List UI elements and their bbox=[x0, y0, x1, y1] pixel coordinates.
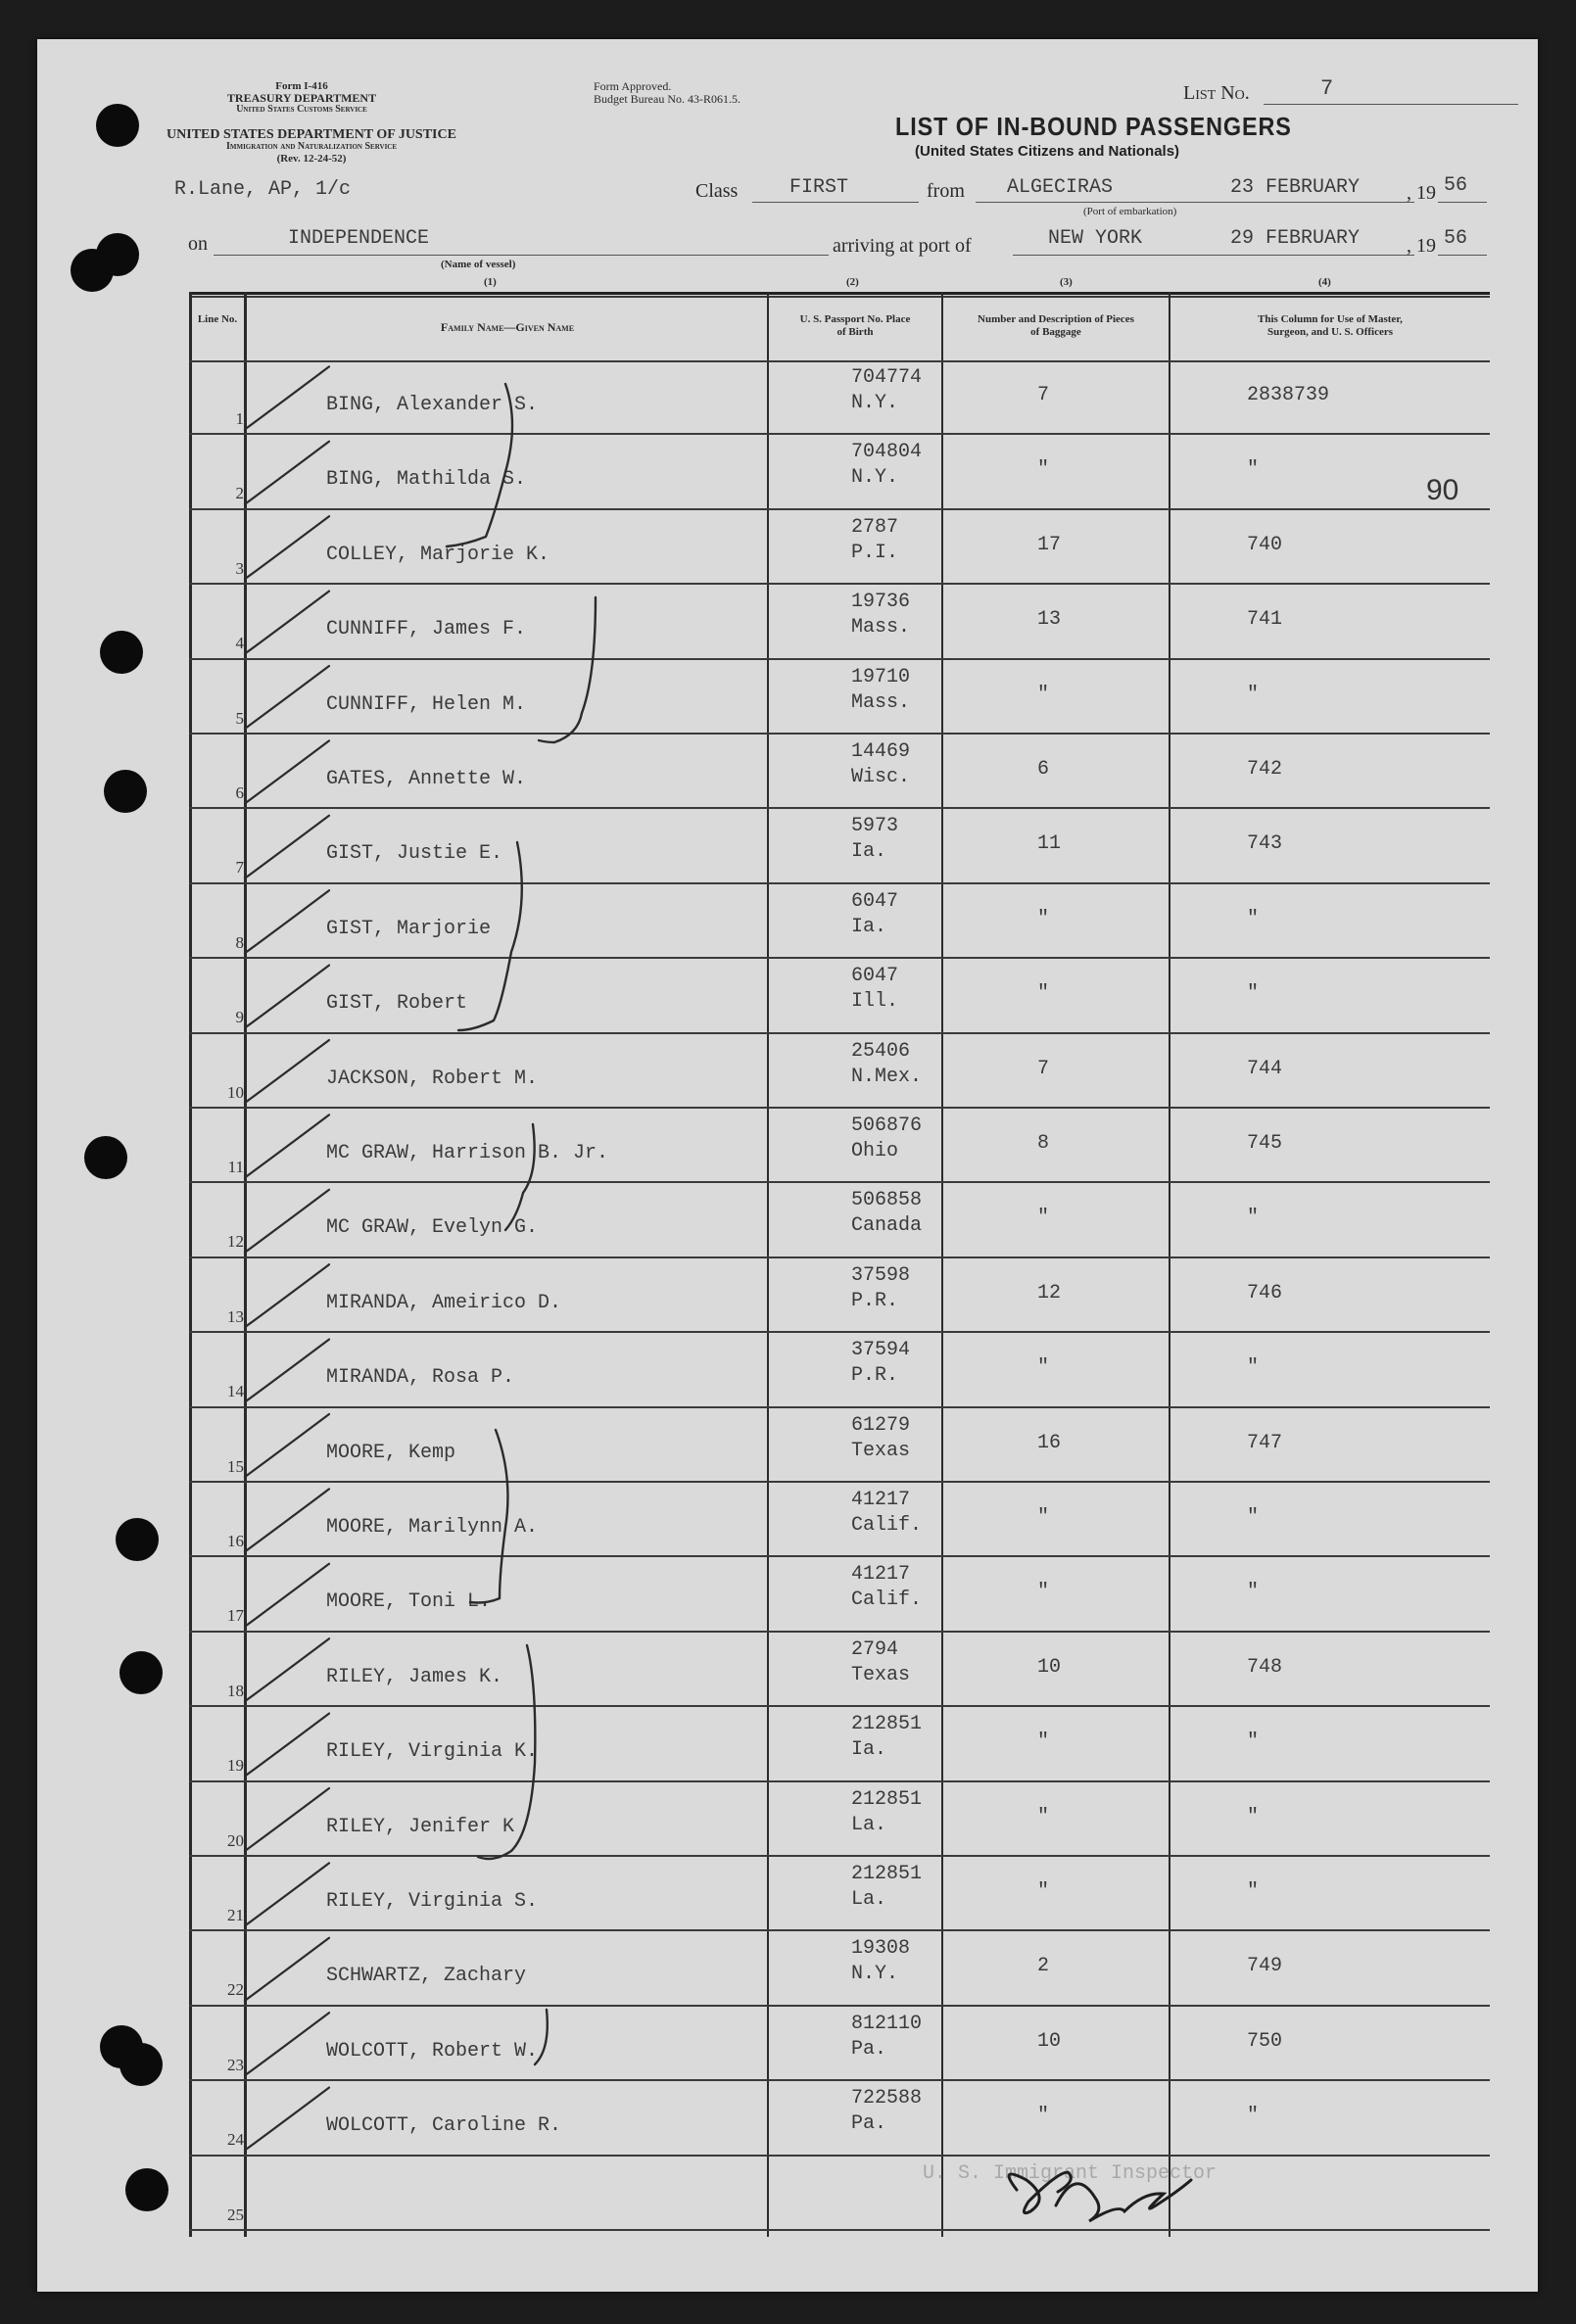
passport-number: 212851 bbox=[851, 1787, 923, 1811]
officer-number: 745 bbox=[1247, 1132, 1283, 1155]
officer-number: " bbox=[1247, 1356, 1260, 1380]
officer-number: " bbox=[1247, 1880, 1260, 1903]
line-number: 25 bbox=[227, 2205, 244, 2224]
table-row bbox=[189, 435, 1490, 509]
header-line-no: Line No. bbox=[197, 313, 238, 325]
passenger-name: BING, Mathilda S. bbox=[326, 468, 527, 492]
col-num-1: (1) bbox=[484, 276, 497, 288]
place-of-birth: Ia. bbox=[851, 915, 887, 938]
line-number: 1 bbox=[235, 409, 244, 428]
page-subtitle: (United States Citizens and Nationals) bbox=[915, 143, 1180, 160]
baggage-count: " bbox=[1037, 1207, 1050, 1230]
line-number: 21 bbox=[227, 1906, 244, 1924]
passport-number: 6047 bbox=[851, 889, 899, 913]
baggage-count: 2 bbox=[1037, 1955, 1050, 1978]
passport-number: 19308 bbox=[851, 1937, 911, 1961]
table-row bbox=[189, 1333, 1490, 1407]
officer-number: " bbox=[1247, 458, 1260, 482]
officer-number: " bbox=[1247, 683, 1260, 706]
table-row bbox=[189, 1782, 1490, 1857]
line-number: 6 bbox=[235, 783, 244, 802]
officer-number: 2838739 bbox=[1247, 384, 1330, 406]
place-of-birth: Texas bbox=[851, 1439, 911, 1462]
baggage-count: " bbox=[1037, 683, 1050, 706]
officer-number: 746 bbox=[1247, 1281, 1283, 1304]
line-number: 9 bbox=[235, 1008, 244, 1027]
vessel-name: INDEPENDENCE bbox=[288, 227, 430, 250]
place-of-birth: Pa. bbox=[851, 2037, 887, 2061]
place-of-birth: Ill. bbox=[851, 990, 899, 1014]
passenger-name: GIST, Justie E. bbox=[326, 842, 503, 866]
table-row bbox=[189, 1258, 1490, 1333]
inspector-stamp: U. S. Immigrant Inspector bbox=[923, 2162, 1218, 2185]
arrival-year-prefix: , 19 bbox=[1407, 235, 1436, 257]
officer-number: " bbox=[1247, 1506, 1260, 1529]
table-row bbox=[189, 2081, 1490, 2156]
passport-number: 19710 bbox=[851, 665, 911, 688]
line-number: 12 bbox=[227, 1232, 244, 1252]
baggage-count: " bbox=[1037, 1356, 1050, 1380]
line-number: 2 bbox=[235, 484, 244, 503]
embark-year-prefix: , 19 bbox=[1407, 182, 1436, 204]
place-of-birth: Canada bbox=[851, 1214, 923, 1238]
col-num-4: (4) bbox=[1318, 276, 1331, 288]
officer-number: 741 bbox=[1247, 608, 1283, 632]
table-row bbox=[189, 360, 1490, 435]
table-row bbox=[189, 1483, 1490, 1557]
officer-number: " bbox=[1247, 1731, 1260, 1754]
clerk-signature: R.Lane, AP, 1/c bbox=[174, 178, 352, 201]
passport-number: 704774 bbox=[851, 366, 923, 389]
line-number: 10 bbox=[227, 1082, 244, 1102]
passenger-name: GIST, Marjorie bbox=[326, 917, 492, 940]
table-row bbox=[189, 959, 1490, 1033]
passenger-name: MIRANDA, Rosa P. bbox=[326, 1366, 515, 1390]
table-row bbox=[189, 1109, 1490, 1183]
line-number: 22 bbox=[227, 1980, 244, 2000]
passenger-name: WOLCOTT, Robert W. bbox=[326, 2039, 539, 2063]
binder-hole bbox=[125, 2168, 168, 2211]
justice-dept: UNITED STATES DEPARTMENT OF JUSTICE bbox=[167, 127, 456, 142]
baggage-count: " bbox=[1037, 982, 1050, 1006]
line-number: 19 bbox=[227, 1756, 244, 1776]
passport-number: 212851 bbox=[851, 1713, 923, 1736]
place-of-birth: Texas bbox=[851, 1663, 911, 1686]
baggage-count: 7 bbox=[1037, 1057, 1050, 1080]
baggage-count: " bbox=[1037, 907, 1050, 930]
form-approved: Form Approved. bbox=[594, 79, 672, 93]
embark-port: ALGECIRAS bbox=[1007, 176, 1114, 199]
baggage-count: 8 bbox=[1037, 1132, 1050, 1155]
passenger-name: CUNNIFF, James F. bbox=[326, 618, 527, 641]
list-no-label: List No. bbox=[1183, 82, 1250, 104]
officer-number: " bbox=[1247, 1207, 1260, 1230]
passenger-name: JACKSON, Robert M. bbox=[326, 1067, 539, 1090]
table-row bbox=[189, 735, 1490, 809]
on-label: on bbox=[188, 233, 208, 255]
table-row bbox=[189, 1408, 1490, 1483]
binder-hole bbox=[96, 233, 139, 276]
header-name: Family Name—Given Name bbox=[440, 320, 575, 334]
baggage-count: 17 bbox=[1037, 533, 1062, 556]
form-revision: (Rev. 12-24-52) bbox=[276, 153, 347, 165]
embark-date: 23 FEBRUARY bbox=[1230, 176, 1361, 199]
binder-hole bbox=[100, 631, 143, 674]
passenger-name: MOORE, Toni L. bbox=[326, 1590, 492, 1614]
page-title: LIST OF IN-BOUND PASSENGERS bbox=[895, 112, 1292, 141]
table-row bbox=[189, 1557, 1490, 1632]
place-of-birth: Calif. bbox=[851, 1514, 923, 1537]
list-no-value: 7 bbox=[1320, 76, 1334, 101]
officer-number: 750 bbox=[1247, 2029, 1283, 2053]
arrival-year: 56 bbox=[1444, 227, 1468, 250]
line-number: 8 bbox=[235, 932, 244, 952]
place-of-birth: Mass. bbox=[851, 616, 911, 640]
passport-number: 212851 bbox=[851, 1863, 923, 1885]
baggage-count: 13 bbox=[1037, 608, 1062, 632]
baggage-count: 10 bbox=[1037, 2029, 1062, 2053]
place-of-birth: La. bbox=[851, 1813, 887, 1836]
passenger-name: RILEY, Virginia K. bbox=[326, 1740, 539, 1764]
baggage-count: 10 bbox=[1037, 1655, 1062, 1679]
passenger-name: RILEY, Jenifer K bbox=[326, 1815, 515, 1838]
officer-number: " bbox=[1247, 2105, 1260, 2128]
baggage-count: 6 bbox=[1037, 758, 1050, 781]
table-row bbox=[189, 1633, 1490, 1707]
table-row bbox=[189, 660, 1490, 735]
form-number: Form I-416 bbox=[275, 80, 328, 92]
binder-hole bbox=[84, 1136, 127, 1179]
baggage-count: 7 bbox=[1037, 384, 1050, 406]
passport-number: 25406 bbox=[851, 1039, 911, 1063]
baggage-count: 11 bbox=[1037, 832, 1062, 856]
baggage-count: 12 bbox=[1037, 1281, 1062, 1304]
place-of-birth: Ia. bbox=[851, 840, 887, 864]
passport-number: 37598 bbox=[851, 1263, 911, 1287]
passport-number: 61279 bbox=[851, 1413, 911, 1437]
header-officers: This Column for Use of Master, Surgeon, and U. S. Officers bbox=[1258, 313, 1403, 338]
line-number: 3 bbox=[235, 558, 244, 578]
place-of-birth: Pa. bbox=[851, 2112, 887, 2136]
passenger-name: GIST, Robert bbox=[326, 992, 468, 1016]
line-number: 4 bbox=[235, 634, 244, 653]
table-row bbox=[189, 1034, 1490, 1109]
place-of-birth: Ia. bbox=[851, 1738, 887, 1762]
line-number: 23 bbox=[227, 2055, 244, 2074]
table-row bbox=[189, 1183, 1490, 1257]
col-num-3: (3) bbox=[1060, 276, 1073, 288]
officer-number: " bbox=[1247, 1581, 1260, 1604]
passport-number: 37594 bbox=[851, 1339, 911, 1362]
line-number: 13 bbox=[227, 1306, 244, 1326]
place-of-birth: Ohio bbox=[851, 1140, 899, 1162]
class-label: Class bbox=[695, 180, 739, 202]
passport-number: 14469 bbox=[851, 740, 911, 763]
binder-hole bbox=[116, 1518, 159, 1561]
passport-number: 506858 bbox=[851, 1189, 923, 1212]
header-baggage: Number and Description of Pieces of Baggage bbox=[978, 313, 1134, 338]
place-of-birth: P.R. bbox=[851, 1364, 899, 1388]
line-number: 14 bbox=[227, 1382, 244, 1401]
officer-number: 748 bbox=[1247, 1655, 1283, 1679]
from-label: from bbox=[927, 180, 965, 202]
table-row bbox=[189, 1707, 1490, 1781]
line-number: 5 bbox=[235, 708, 244, 728]
table-row bbox=[189, 884, 1490, 959]
passenger-name: MOORE, Kemp bbox=[326, 1441, 456, 1464]
baggage-count: " bbox=[1037, 1880, 1050, 1903]
table-row bbox=[189, 1931, 1490, 2006]
place-of-birth: N.Y. bbox=[851, 392, 899, 414]
form-approval bbox=[594, 80, 740, 106]
line-number: 15 bbox=[227, 1456, 244, 1476]
passenger-name: CUNNIFF, Helen M. bbox=[326, 692, 527, 716]
line-number: 17 bbox=[227, 1606, 244, 1626]
passenger-name: MIRANDA, Ameirico D. bbox=[326, 1291, 562, 1314]
passport-number: 2787 bbox=[851, 515, 899, 539]
table-row bbox=[189, 2157, 1490, 2231]
arrival-date: 29 FEBRUARY bbox=[1230, 227, 1361, 250]
header-treasury bbox=[155, 80, 449, 116]
passport-number: 704804 bbox=[851, 441, 923, 464]
officer-number: 749 bbox=[1247, 1955, 1283, 1978]
table-row bbox=[189, 510, 1490, 585]
line-number: 16 bbox=[227, 1532, 244, 1550]
line-number: 24 bbox=[227, 2130, 244, 2150]
officer-number: 740 bbox=[1247, 533, 1283, 556]
passport-number: 812110 bbox=[851, 2012, 923, 2035]
immigration-service: Immigration and Naturalization Service bbox=[225, 141, 398, 152]
table-row bbox=[189, 809, 1490, 883]
baggage-count: " bbox=[1037, 1731, 1050, 1754]
margin-number: 90 bbox=[1426, 474, 1459, 506]
header-passport: U. S. Passport No. Place of Birth bbox=[799, 313, 911, 338]
passenger-name: GATES, Annette W. bbox=[326, 768, 527, 790]
passport-number: 506876 bbox=[851, 1115, 923, 1137]
baggage-count: " bbox=[1037, 1506, 1050, 1529]
baggage-count: " bbox=[1037, 1581, 1050, 1604]
place-of-birth: Wisc. bbox=[851, 766, 911, 788]
customs-service: United States Customs Service bbox=[236, 104, 367, 115]
place-of-birth: P.I. bbox=[851, 541, 899, 564]
passport-number: 41217 bbox=[851, 1489, 911, 1511]
passenger-name: COLLEY, Marjorie K. bbox=[326, 543, 550, 566]
passport-number: 6047 bbox=[851, 965, 899, 988]
officer-number: 743 bbox=[1247, 832, 1283, 856]
place-of-birth: La. bbox=[851, 1888, 887, 1911]
line-number: 18 bbox=[227, 1681, 244, 1700]
passenger-name: BING, Alexander S. bbox=[326, 394, 539, 416]
passenger-name: MOORE, Marilynn A. bbox=[326, 1516, 539, 1539]
class-value: FIRST bbox=[789, 176, 849, 199]
passport-number: 5973 bbox=[851, 815, 899, 838]
arriving-label: arriving at port of bbox=[833, 235, 972, 257]
vessel-caption: (Name of vessel) bbox=[441, 259, 516, 270]
place-of-birth: N.Y. bbox=[851, 1963, 899, 1986]
line-number: 11 bbox=[227, 1158, 244, 1176]
officer-number: 744 bbox=[1247, 1057, 1283, 1080]
passenger-name: MC GRAW, Harrison B. Jr. bbox=[326, 1142, 609, 1164]
place-of-birth: P.R. bbox=[851, 1289, 899, 1312]
officer-number: " bbox=[1247, 982, 1260, 1006]
treasury-dept: TREASURY DEPARTMENT bbox=[226, 91, 377, 105]
embark-year: 56 bbox=[1444, 174, 1468, 197]
place-of-birth: Mass. bbox=[851, 690, 911, 714]
header-justice bbox=[116, 129, 507, 165]
baggage-count: 16 bbox=[1037, 1431, 1062, 1454]
embark-caption: (Port of embarkation) bbox=[1083, 206, 1177, 217]
line-number: 20 bbox=[227, 1830, 244, 1850]
arrival-port: NEW YORK bbox=[1048, 227, 1143, 250]
officer-number: " bbox=[1247, 1805, 1260, 1828]
passport-number: 722588 bbox=[851, 2087, 923, 2111]
baggage-count: " bbox=[1037, 458, 1050, 482]
col-num-2: (2) bbox=[846, 276, 859, 288]
place-of-birth: N.Y. bbox=[851, 466, 899, 490]
passenger-name: WOLCOTT, Caroline R. bbox=[326, 2114, 562, 2138]
baggage-count: " bbox=[1037, 1805, 1050, 1828]
place-of-birth: N.Mex. bbox=[851, 1065, 923, 1088]
table-row bbox=[189, 585, 1490, 659]
table-row bbox=[189, 2007, 1490, 2081]
baggage-count: " bbox=[1037, 2105, 1050, 2128]
passenger-name: RILEY, James K. bbox=[326, 1665, 503, 1688]
officer-number: " bbox=[1247, 907, 1260, 930]
binder-hole bbox=[104, 770, 147, 813]
passport-number: 2794 bbox=[851, 1637, 899, 1661]
officer-number: 742 bbox=[1247, 758, 1283, 781]
officer-number: 747 bbox=[1247, 1431, 1283, 1454]
manifest-page bbox=[37, 39, 1538, 2292]
table-row bbox=[189, 1857, 1490, 1931]
passenger-name: MC GRAW, Evelyn G. bbox=[326, 1216, 539, 1240]
place-of-birth: Calif. bbox=[851, 1589, 923, 1612]
passenger-name: RILEY, Virginia S. bbox=[326, 1890, 539, 1913]
budget-bureau: Budget Bureau No. 43-R061.5. bbox=[594, 92, 740, 106]
binder-hole bbox=[119, 1651, 163, 1694]
line-number: 7 bbox=[235, 858, 244, 877]
passenger-name: SCHWARTZ, Zachary bbox=[326, 1965, 527, 1988]
binder-hole bbox=[119, 2043, 163, 2086]
passport-number: 19736 bbox=[851, 591, 911, 614]
passport-number: 41217 bbox=[851, 1563, 911, 1587]
passenger-table bbox=[189, 292, 1490, 2237]
